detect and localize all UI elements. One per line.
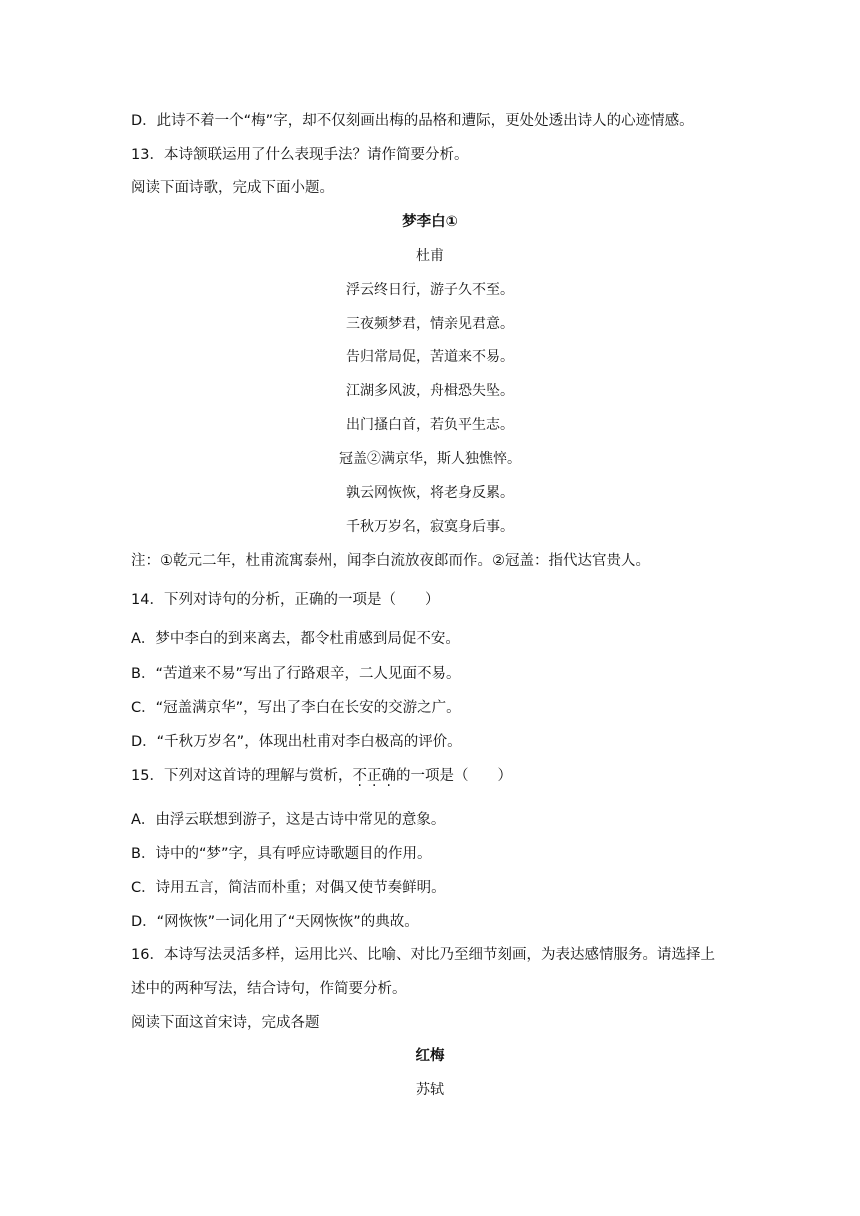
poem-title-2: 红梅 — [415, 1048, 445, 1064]
reading-instruction-2: 阅读下面这首宋诗，完成各题 — [131, 1015, 320, 1031]
poem-line: 千秋万岁名，寂寞身后事。 — [346, 519, 514, 535]
question-14-stem: 14．下列对诗句的分析，正确的一项是（ ） — [131, 592, 440, 608]
question-14-option: A．梦中李白的到来离去，都令杜甫感到局促不安。 — [131, 631, 460, 647]
question-14-option: D．“千秋万岁名”，体现出杜甫对李白极高的评价。 — [131, 734, 462, 750]
emphasis-char: 正 — [366, 768, 382, 784]
question-15-option: C．诗用五言，简洁而朴重；对偶又使节奏鲜明。 — [131, 880, 446, 896]
poem-author-2: 苏轼 — [416, 1082, 444, 1098]
poem-line: 孰云网恢恢，将老身反累。 — [346, 485, 514, 501]
question-15-stem-prefix: 15．下列对这首诗的理解与赏析， — [131, 768, 353, 784]
question-13: 13．本诗颔联运用了什么表现手法？请作简要分析。 — [131, 147, 469, 163]
question-15-option: D．“网恢恢”一词化用了“天网恢恢”的典故。 — [131, 914, 419, 930]
emphasis-char: 不 — [352, 768, 367, 784]
poem-line: 三夜频梦君，情亲见君意。 — [346, 316, 514, 332]
option-13d: D．此诗不着一个“梅”字，却不仅刻画出梅的品格和遭际，更处处透出诗人的心迹情感。 — [131, 113, 694, 129]
poem-author-1: 杜甫 — [416, 248, 444, 264]
question-15-stem — [131, 766, 512, 786]
poem-line: 出门搔白首，若负平生志。 — [346, 417, 514, 433]
poem-title-1: 梦李白① — [402, 214, 458, 230]
question-15-stem-suffix: 的一项是（ ） — [395, 768, 512, 784]
question-16-line-1: 16．本诗写法灵活多样，运用比兴、比喻、对比乃至细节刻画，为表达感情服务。请选择上 — [131, 947, 715, 963]
poem-line: 江湖多风波，舟楫恐失坠。 — [346, 383, 514, 399]
question-14-option: C．“冠盖满京华”，写出了李白在长安的交游之广。 — [131, 700, 461, 716]
question-15-option: A．由浮云联想到游子，这是古诗中常见的意象。 — [131, 812, 446, 828]
poem-line: 告归常局促，苦道来不易。 — [346, 349, 514, 365]
poem-line: 冠盖②满京华，斯人独憔悴。 — [339, 451, 521, 467]
reading-instruction-1: 阅读下面诗歌，完成下面小题。 — [131, 180, 334, 196]
question-15-option: B．诗中的“梦”字，具有呼应诗歌题目的作用。 — [131, 846, 432, 862]
poem-line: 浮云终日行，游子久不至。 — [346, 282, 514, 298]
poem-note: 注：①乾元二年，杜甫流寓泰州，闻李白流放夜郎而作。②冠盖：指代达官贵人。 — [131, 553, 650, 569]
emphasis-char: 确 — [381, 768, 396, 784]
question-14-option: B．“苦道来不易”写出了行路艰辛，二人见面不易。 — [131, 666, 461, 682]
question-16-line-2: 述中的两种写法，结合诗句，作简要分析。 — [131, 981, 407, 997]
